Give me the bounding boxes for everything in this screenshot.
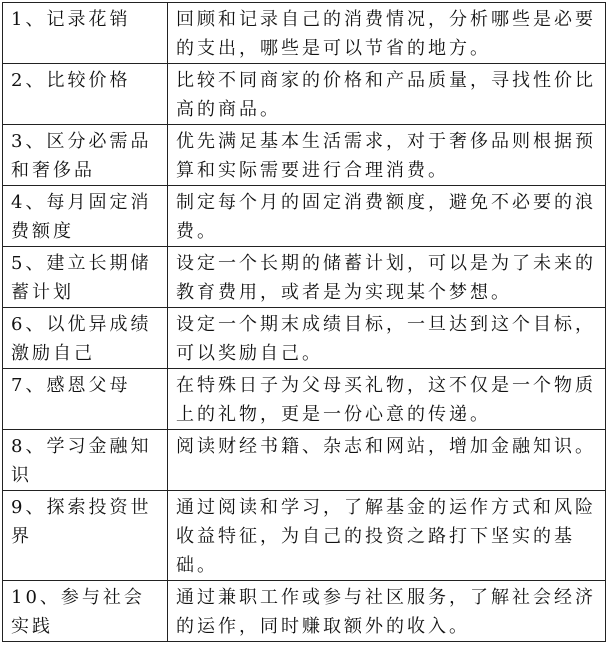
description-cell: 阅读财经书籍、杂志和网站，增加金融知识。 [168, 430, 606, 491]
description-cell: 比较不同商家的价格和产品质量，寻找性价比高的商品。 [168, 64, 606, 125]
item-cell: 6、以优异成绩激励自己 [3, 308, 168, 369]
item-cell: 8、学习金融知识 [3, 430, 168, 491]
description-cell: 优先满足基本生活需求，对于奢侈品则根据预算和实际需要进行合理消费。 [168, 125, 606, 186]
item-cell: 7、感恩父母 [3, 369, 168, 430]
description-cell: 在特殊日子为父母买礼物，这不仅是一个物质上的礼物，更是一份心意的传递。 [168, 369, 606, 430]
table-row [3, 186, 606, 247]
item-cell: 9、探索投资世界 [3, 491, 168, 581]
item-cell: 1、记录花销 [3, 3, 168, 64]
table-row [3, 247, 606, 308]
table-row [3, 491, 606, 581]
table-row [3, 430, 606, 491]
item-cell: 3、区分必需品和奢侈品 [3, 125, 168, 186]
table-row [3, 308, 606, 369]
description-cell: 制定每个月的固定消费额度，避免不必要的浪费。 [168, 186, 606, 247]
table-row [3, 64, 606, 125]
item-cell: 2、比较价格 [3, 64, 168, 125]
item-cell: 10、参与社会实践 [3, 581, 168, 642]
tips-table [2, 2, 606, 642]
item-cell: 5、建立长期储蓄计划 [3, 247, 168, 308]
description-cell: 设定一个期末成绩目标，一旦达到这个目标，可以奖励自己。 [168, 308, 606, 369]
description-cell: 通过阅读和学习，了解基金的运作方式和风险收益特征，为自己的投资之路打下坚实的基础。 [168, 491, 606, 581]
description-cell: 通过兼职工作或参与社区服务，了解社会经济的运作，同时赚取额外的收入。 [168, 581, 606, 642]
description-cell: 回顾和记录自己的消费情况，分析哪些是必要的支出，哪些是可以节省的地方。 [168, 3, 606, 64]
table-row [3, 125, 606, 186]
item-cell: 4、每月固定消费额度 [3, 186, 168, 247]
table-row [3, 581, 606, 642]
table-row [3, 369, 606, 430]
table-row [3, 3, 606, 64]
description-cell: 设定一个长期的储蓄计划，可以是为了未来的教育费用，或者是为实现某个梦想。 [168, 247, 606, 308]
